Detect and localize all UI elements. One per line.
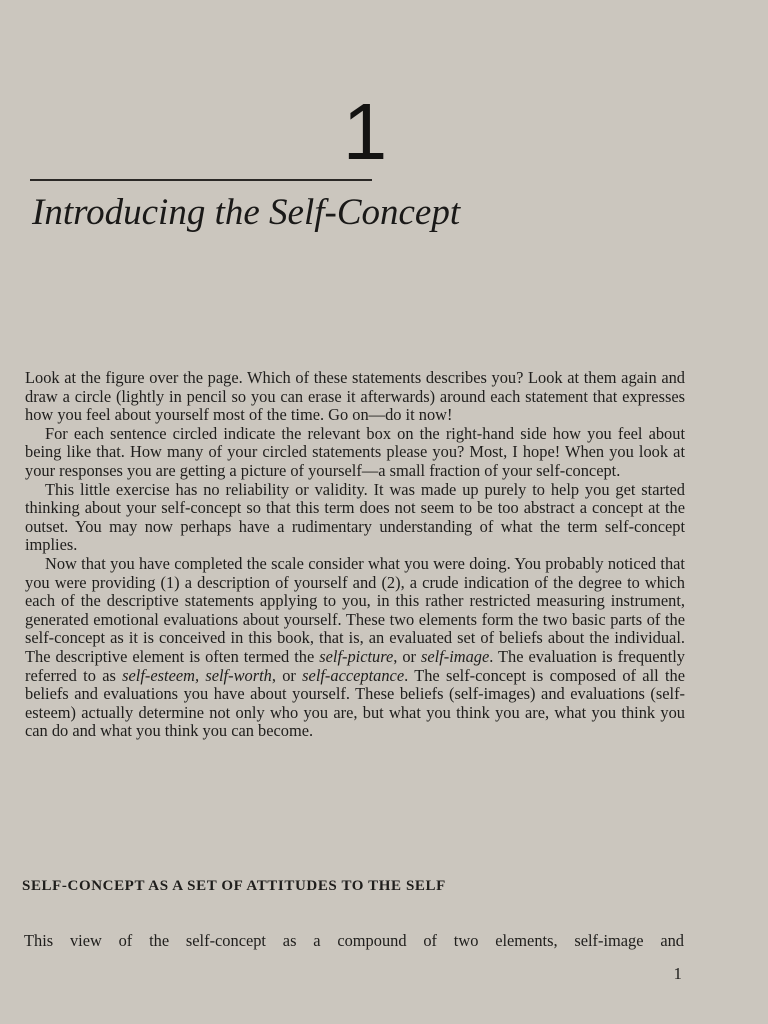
- chapter-number: 1: [342, 87, 388, 176]
- body-text: [25, 369, 685, 741]
- paragraph-2: For each sentence circled indicate the relevant box on the right-hand side how you feel about being like that. How many of your circled statements please you? Most, I hope! When you look at your responses you are getting a picture of yourself—a small fraction of your self-concept.: [25, 423, 685, 480]
- term-self-esteem-self-worth: self-esteem, self-worth: [122, 665, 272, 685]
- section-heading: SELF-CONCEPT AS A SET OF ATTITUDES TO THE SELF: [22, 878, 446, 894]
- paragraph-4-text-d: , or: [271, 665, 303, 685]
- paragraph-3: This little exercise has no reliability or validity. It was made up purely to help you get started thinking about your self-concept so that this term does not seem to be too abstract a concept at the outset. You may now perhaps have a rudimentary understanding of what the term self-concept implies.: [25, 479, 685, 555]
- term-self-image: self-image: [420, 646, 490, 666]
- chapter-rule: [30, 179, 372, 181]
- chapter-title: Introducing the Self-Concept: [32, 192, 461, 233]
- paragraph-4-text-c: . The evaluation is frequently referred to as: [25, 646, 686, 685]
- page-number: 1: [673, 964, 682, 983]
- paragraph-4: [25, 555, 685, 741]
- paragraph-4-text-b: , or: [393, 646, 421, 666]
- term-self-picture: self-picture: [319, 646, 394, 666]
- paragraph-4-text-e: . The self-concept is composed of all the beliefs and evaluations you have about yourself. These beliefs (self-images) and evaluations (self-esteem) actually determine not only who you are, but what you think you are, what you think you can do and what you think you can become.: [25, 665, 685, 741]
- section-first-line: This view of the self-concept as a compound of two elements, self-image and: [24, 931, 684, 950]
- paragraph-1: Look at the figure over the page. Which of these statements describes you? Look at them again and draw a circle (lightly in pencil so you can erase it afterwards) around each statement that expresses how you feel about yourself most of the time. Go on—do it now!: [25, 368, 685, 425]
- paragraph-4-text-a: Now that you have completed the scale consider what you were doing. You probably noticed that you were providing (1) a description of yourself and (2), a crude indication of the degree to which each of the descriptive statements applying to you, in this rather restricted measuring instrument, generated emotional evaluations about yourself. These two elements form the two basic parts of the self-concept as it is conceived in this book, that is, an evaluated set of beliefs about the individual. The descriptive element is often termed the: [25, 553, 685, 666]
- term-self-acceptance: self-acceptance: [302, 665, 405, 685]
